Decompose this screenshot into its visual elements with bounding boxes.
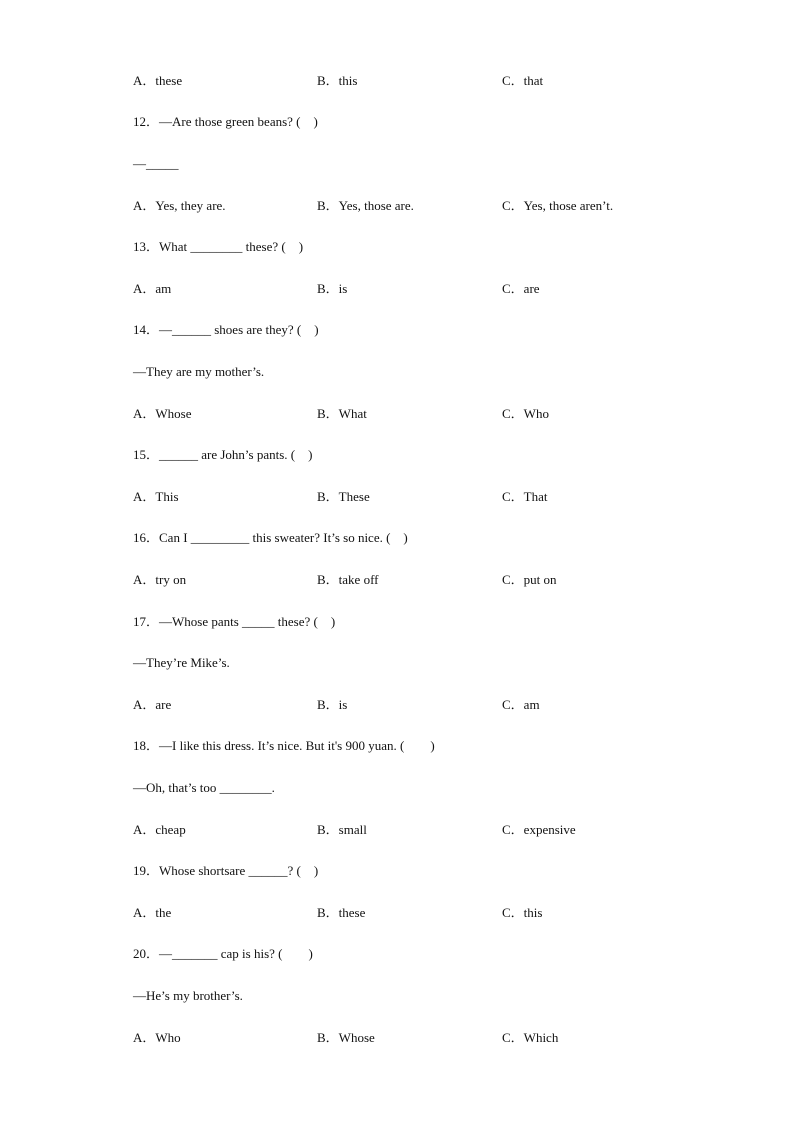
question-14-stem: 14．—______ shoes are they? ( ) <box>133 322 319 337</box>
question-18-stem: 18．—I like this dress. It’s nice. But it's 900 yuan. ( ) <box>133 738 435 753</box>
question-11-options <box>133 72 734 90</box>
option-c: C．put on <box>502 572 557 587</box>
option-b: B．is <box>317 697 348 712</box>
question-15-stem: 15．______ are John’s pants. ( ) <box>133 447 313 462</box>
option-b: B．these <box>317 905 366 920</box>
option-a: A．Who <box>133 1030 181 1045</box>
question-18-answer-line: —Oh, that’s too ________. <box>133 780 275 795</box>
option-a: A．am <box>133 281 172 296</box>
question-19-options <box>133 904 734 922</box>
question-16-stem: 16．Can I _________ this sweater? It’s so nice. ( ) <box>133 530 408 545</box>
question-13-stem: 13．What ________ these? ( ) <box>133 239 304 254</box>
option-b: B．What <box>317 406 367 421</box>
question-13-options <box>133 280 734 298</box>
option-b: B．take off <box>317 572 379 587</box>
option-c: C．that <box>502 73 544 88</box>
question-14-answer-line: —They are my mother’s. <box>133 364 265 379</box>
option-a: A．the <box>133 905 172 920</box>
question-20-options <box>133 1029 734 1047</box>
option-c: C．expensive <box>502 822 576 837</box>
option-b: B．Whose <box>317 1030 375 1045</box>
option-a: A．cheap <box>133 822 186 837</box>
question-20-stem: 20．—_______ cap is his? ( ) <box>133 946 313 961</box>
question-17-stem: 17．—Whose pants _____ these? ( ) <box>133 614 336 629</box>
question-12-stem: 12．—Are those green beans? ( ) <box>133 114 318 129</box>
option-b: B．is <box>317 281 348 296</box>
question-12-answer-line: —_____ <box>133 156 179 171</box>
question-16-options <box>133 571 734 589</box>
option-b: B．These <box>317 489 370 504</box>
question-17-answer-line: —They’re Mike’s. <box>133 655 230 670</box>
option-c: C．am <box>502 697 540 712</box>
option-c: C．this <box>502 905 543 920</box>
option-c: C．are <box>502 281 540 296</box>
question-18-options <box>133 821 734 839</box>
option-a: A．This <box>133 489 179 504</box>
question-17-options <box>133 696 734 714</box>
option-b: B．Yes, those are. <box>317 198 414 213</box>
option-b: B．this <box>317 73 358 88</box>
option-c: C．Which <box>502 1030 559 1045</box>
question-12-options <box>133 197 734 215</box>
question-15-options <box>133 488 734 506</box>
option-a: A．Yes, they are. <box>133 198 226 213</box>
option-c: C．That <box>502 489 548 504</box>
question-19-stem: 19．Whose shortsare ______? ( ) <box>133 863 319 878</box>
question-20-answer-line: —He’s my brother’s. <box>133 988 243 1003</box>
option-a: A．are <box>133 697 172 712</box>
option-a: A．these <box>133 73 183 88</box>
option-c: C．Yes, those aren’t. <box>502 198 614 213</box>
option-c: C．Who <box>502 406 549 421</box>
option-a: A．Whose <box>133 406 192 421</box>
option-b: B．small <box>317 822 367 837</box>
question-14-options <box>133 405 734 423</box>
option-a: A．try on <box>133 572 187 587</box>
